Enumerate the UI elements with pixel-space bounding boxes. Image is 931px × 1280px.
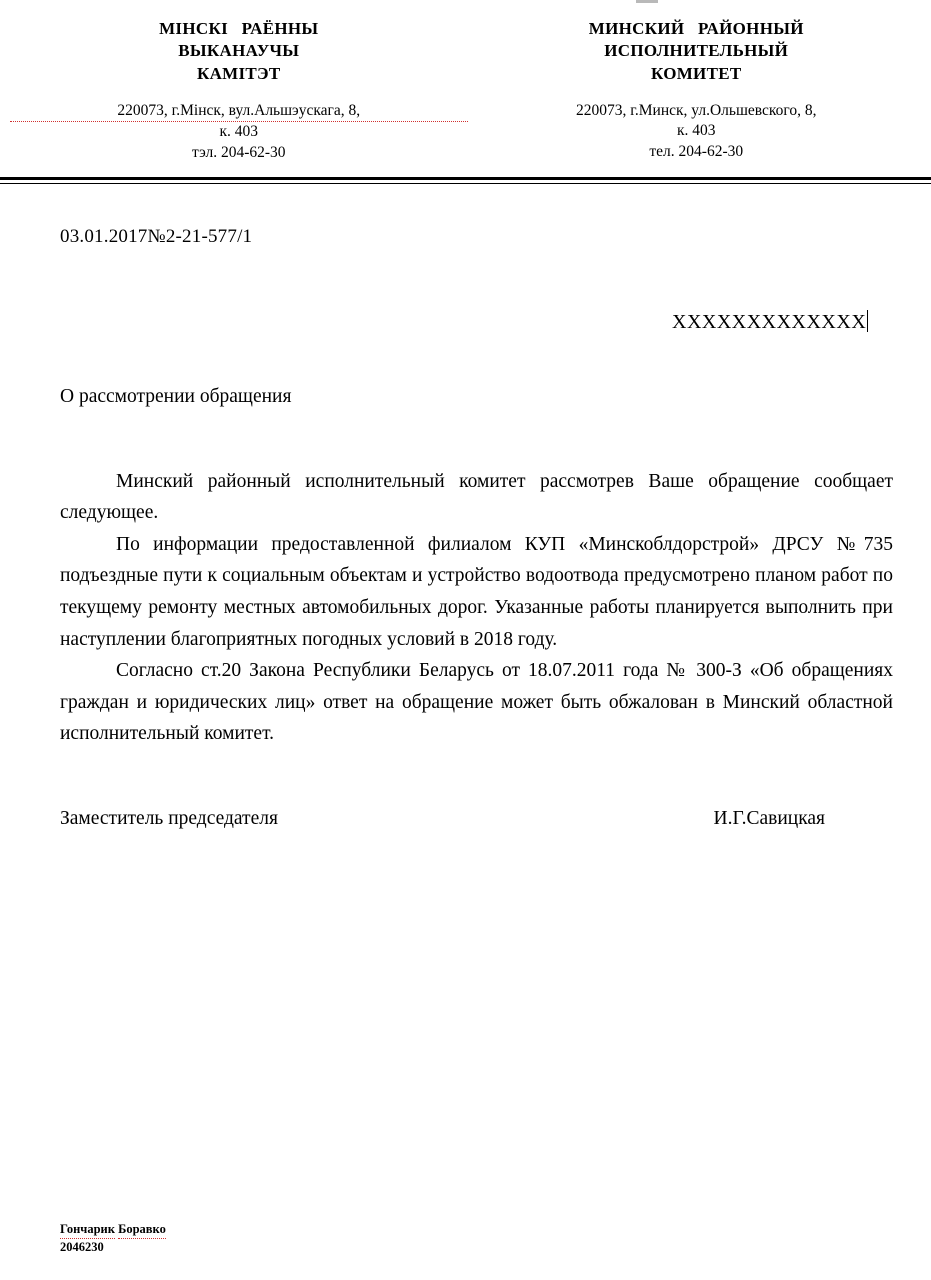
letterhead-belarusian: [0, 18, 468, 163]
document-body: [0, 226, 931, 830]
executor-footer: [60, 1221, 166, 1256]
org-name-line: МІНСКІ РАЁННЫ: [159, 19, 319, 38]
letter-text: [60, 466, 895, 750]
org-name-russian: [468, 18, 926, 85]
header-divider: [0, 177, 931, 184]
page-top-marker: [636, 0, 658, 3]
address-line: к. 403: [676, 122, 716, 140]
org-name-line: ВЫКАНАУЧЫ: [178, 41, 300, 61]
letterhead-russian: [468, 18, 931, 163]
org-address-belarusian: [10, 101, 468, 162]
address-line: тэл. 204-62-30: [191, 143, 286, 161]
executor-name: Гончарик: [60, 1221, 115, 1239]
address-line: тел. 204-62-30: [649, 142, 744, 160]
document-number: 03.01.2017№2-21-577/1: [60, 225, 253, 247]
org-name-line: ИСПОЛНИТЕЛЬНЫЙ: [604, 41, 789, 61]
org-name-line: МИНСКИЙ РАЙОННЫЙ: [588, 19, 804, 38]
address-line: 220073, г.Мінск, вул.Альшэускага, 8,: [10, 101, 468, 122]
signer-position: Заместитель председателя: [60, 807, 278, 829]
address-line: к. 403: [219, 123, 259, 141]
org-address-russian: [468, 101, 926, 161]
letterhead: [0, 0, 931, 163]
addressee-text[interactable]: ХХХХХХХХХХХХХ: [672, 310, 867, 333]
address-line: 220073, г.Минск, ул.Ольшевского, 8,: [576, 102, 817, 120]
org-name-line: КОМИТЕТ: [650, 63, 742, 83]
org-name-belarusian: [10, 18, 468, 85]
subject-line: О рассмотрении обращения: [60, 385, 292, 407]
executor-phone: 2046230: [60, 1240, 104, 1255]
signature-block: [60, 808, 895, 830]
addressee-block: [60, 310, 895, 334]
org-name-line: КАМІТЭТ: [196, 63, 281, 83]
paragraph: Минский районный исполнительный комитет рассмотрев Ваше обращение сообщает следующее.: [60, 470, 893, 524]
executor-name: Боравко: [118, 1221, 166, 1239]
text-caret: [867, 310, 868, 332]
paragraph: По информации предоставленной филиалом КУП «Минскоблдорстрой» ДРСУ №735 подъездные пути к социальным объектам и устройство водоотвода предусмотрено планом работ по текущему ремонту местных автомобильных дорог. Указанные работы планируется выполнить при наступлении благоприятных погодных условий в 2018 году.: [60, 533, 893, 650]
paragraph: Согласно ст.20 Закона Республики Беларусь от 18.07.2011 года № 300-З «Об обращениях граждан и юридических лиц» ответ на обращение может быть обжалован в Минский областной исполнительный комитет.: [60, 660, 893, 745]
signer-name: И.Г.Савицкая: [713, 807, 825, 829]
